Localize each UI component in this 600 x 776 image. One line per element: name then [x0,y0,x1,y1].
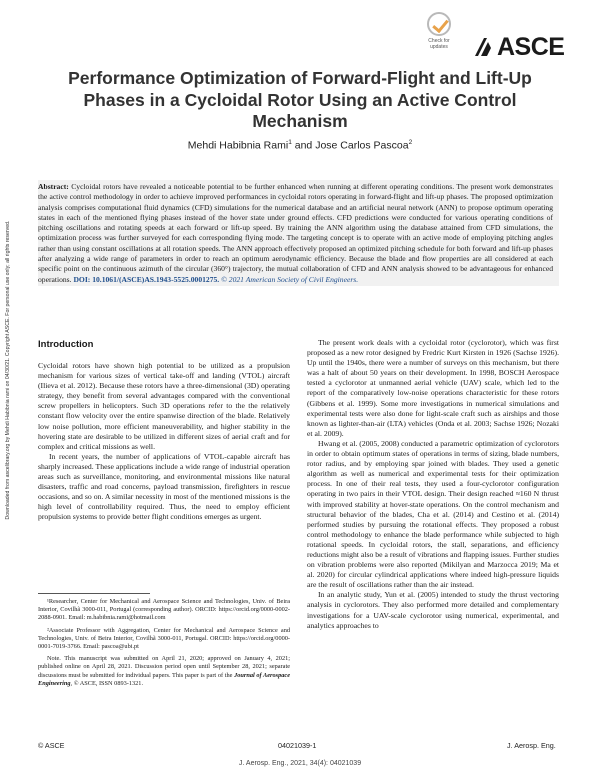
abstract-label: Abstract: [38,182,69,191]
asce-mark-icon [475,38,495,56]
manuscript-note [38,655,290,688]
author-1-sup: 1 [288,139,292,146]
badge-line1: Check for [428,38,450,44]
badge-text [421,38,457,50]
journal-reference: J. Aerosp. Eng., 2021, 34(4): 04021039 [238,760,362,767]
journal-name: Journal of Aerospace Engineering [38,671,290,687]
right-paragraph-2: Hwang et al. (2005, 2008) conducted a parametric optimization of cyclorotors in order to obtain optimum states of operations in terms of sizing, blade numbers, rotor radius, and by employing spar joined with blades. They used a genetic algorithm as well as numerical and experimental tests for their optimization process. In one of their real tests, they used a four-cyclorotor configuration operating in two pairs in their VTOL design. Their design reached ≈160 N thrust with improved stability at hover-state operations. On the control mechanism and structural behavior of the blades, Cha et al. (2014) and Cestino et al. (2014) performed studies by pursuing the rotational effects. They proposed a robust control methodology to enhance the blade performance while subjected to high rotational speeds. In cycloidal rotors, the stall, separations, and efficiency reductions might also be a result of vibrations and flapping issues. Further studies on vibration problems were also reported (Mikilyan and Marzocca 2019; Ma et al. 2020) for circular cylindrical applications where indeed high-pressure liquids are the result of oscillations rather than the air instead. [307,438,559,590]
note-text: Note. This manuscript was submitted on April 21, 2020; approved on January 4, 2021; published online on April 28, 2021. Discussion period open until September 28, 2021; separate discussions must be submitted for individual papers. This paper is part of the [38,655,290,679]
authors [60,139,540,152]
note-issn: , © ASCE, ISSN 0893-1321. [70,679,144,687]
author-1[interactable]: Mehdi Habibnia Rami [187,139,289,152]
check-for-updates-badge[interactable] [421,12,457,56]
intro-paragraph-2: In recent years, the number of applications of VTOL-capable aircraft has sharply increased. These applications include a wide range of industrial operation areas such as surveillance, monitoring, and environmental missions like natural disasters, traffic and road concerns, payload transmission, firefighters in rescue occasions, and so on. A similar necessity in most of the mentioned missions is the high level of controllability required. Thus, the need to employ efficient propulsion systems to provide better flight conditions emerges as urgent. [38,451,290,522]
abstract-body: Cycloidal rotors have revealed a noticeable potential to be further enhanced when running at different operating conditions. The present work demonstrates the active control methodology in order to achieve improved performances in cycloidal rotors operating in forward-flight and lift-up phases. The proposed optimization analysis comprises computational fluid dynamics (CFD) simulations for the numerical database and an artificial neural network (ANN) to propose optimum operating states in each of the mentioned flying phases instead of the hover state under ground effects. CFD predictions were conducted for various operating conditions of pitching oscillations and rotating speeds at each forward or lift-up speed. By training the ANN algorithm using the database attained from CFD simulations, the optimization process was further surveyed for each corresponding flying mode. The targeting concept is to operate with an active mode of employing pitching angles rather than using constant oscillations at all rotation speeds. The ANN approach effectively proposed an optimized pitching schedule for both forward and lift-up phases after analyzing a wide range of parameters in order to reach an optimum aerodynamic efficiency. Because the blade and flow properties are all considered at each specific point on the continuous azimuth of the circular (360°) trajectory, the mutual collaboration of CFD and ANN analysis showed to be advantageous for enhanced operations. [38,182,553,284]
author-2[interactable]: Jose Carlos Pascoa [315,139,409,152]
doi-link[interactable]: DOI: 10.1061/(ASCE)AS.1943-5525.0001275. [73,274,220,284]
download-notice [2,160,14,580]
right-column [307,338,559,631]
introduction-heading: Introduction [38,339,94,350]
footnote-1: ¹Researcher, Center for Mechanical and Aerospace Science and Technologies, Univ. of Beira Interior, Covilhã 3000-011, Portugal (corresponding author). ORCID: https://orcid.org/0000-0002-2088-0901. Email: m.habibnia.rami@hotmail.com [38,598,290,622]
right-paragraph-1: The present work deals with a cycloidal rotor (cyclorotor), which was first proposed as a new rotor designed by Fredric Kurt Kirsten in 1926 (Sachse 1926). Up until the 1940s, there were a number of surveys on this mechanism, but there was a halt of about 50 years on their development. In 1998, BOSCH Aerospace tested a cyclorotor at unmanned aerial vehicle (UAV) scale, which led to the report of the comparatively low-noise operations characteristic for these rotors (Gibbens et al. 1999). Some more investigations in numerical simulations and experimental tests were also done for light-scale craft such as airships and those known as lighter-than-air (LTA) vehicles (Onda et al. 2003; Sachse 1926; Nozaki et al. 2009). [307,338,559,438]
paper-title: Performance Optimization of Forward-Flight and Lift-Up Phases in a Cycloidal Rotor Using an Active Control Mechanism [68,68,532,131]
footnotes [38,598,290,692]
abstract-box [38,180,559,286]
asce-wordmark: ASCE [497,33,565,61]
check-icon [427,12,451,36]
asce-logo [475,35,565,61]
footer-page: 04021039-1 [278,741,317,750]
footer-right: J. Aerosp. Eng. [507,741,556,750]
footnote-2: ²Associate Professor with Aggregation, Center for Mechanical and Aerospace Science and Technologies, Univ. of Beira Interior, Covilhã 3000-011, Portugal. ORCID: https://orcid.org/0000-0001-7019-3766. Email: pascoa@ubi.pt [38,626,290,651]
download-notice-text: Downloaded from ascelibrary.org by Mehdi Habibnia rami on 04/30/21. Copyright ASCE. For personal use only; all rights reserved. [5,220,11,520]
intro-paragraph-1: Cycloidal rotors have shown high potential to be utilized as a propulsion mechanism for various sizes of vertical take-off and landing (VTOL) aircraft (Ilieva et al. 2012). Because these rotors have a three-dimensional (3D) operating strategy, they benefit from several advantages compared with the conventional screw propellers in helicopters. Such 3D operations refer to the the relatively constant flow velocity over the entire spanwise direction of the blade. Relatively low noise pollution, more efficient maneuverability, and higher stability in the hovering state are desirable to be utilized in different sizes of aerial craft and for complex and critical missions as well. [38,361,290,451]
right-paragraph-3: In an analytic study, Yun et al. (2005) intended to study the thrust vectoring analysis in cyclorotors. They also performed more detailed and complementary investigations for a UAV-scale cyclorotor using numerical, experimental, and analytics approaches to [307,590,559,630]
left-column [38,361,290,523]
author-2-sup: 2 [408,139,413,146]
authors-and: and [294,139,313,152]
footnote-rule [38,593,150,594]
abstract-copyright: © 2021 American Society of Civil Engineers. [221,274,359,284]
badge-line2: updates [430,44,448,50]
footer-left: © ASCE [38,741,65,750]
abstract-text [38,180,559,285]
